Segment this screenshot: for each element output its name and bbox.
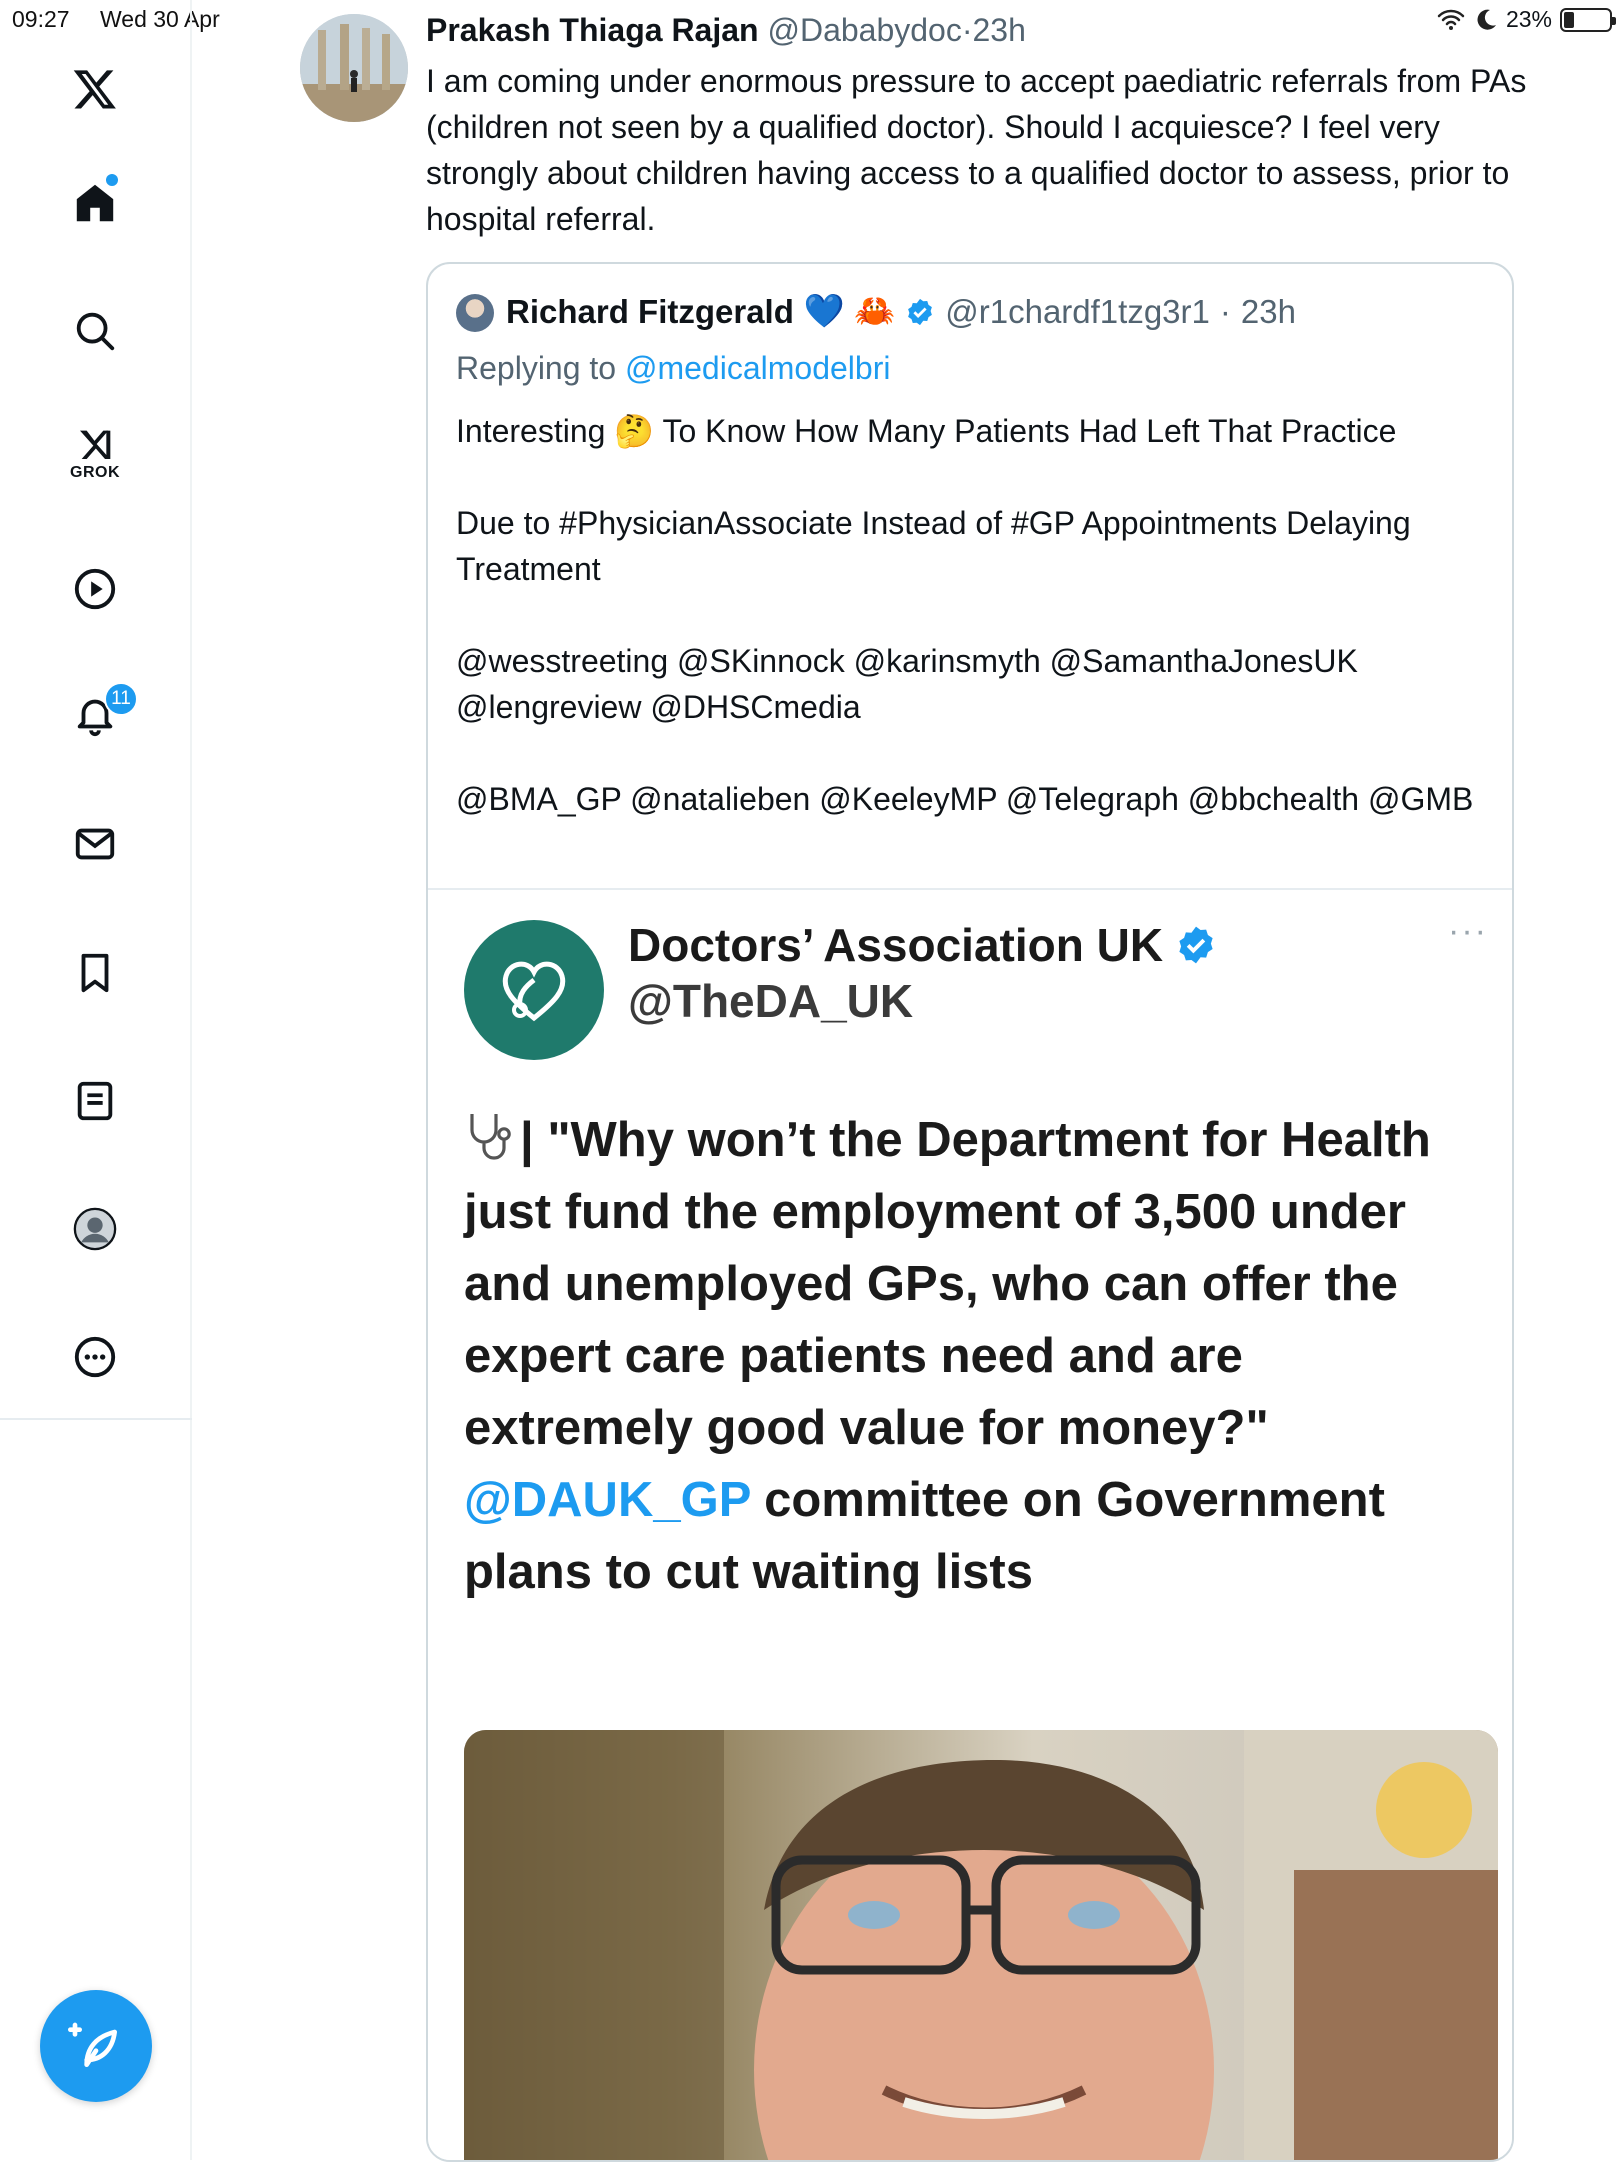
compose-feather-icon bbox=[68, 2018, 124, 2074]
x-logo-icon[interactable] bbox=[66, 60, 124, 118]
search-icon[interactable] bbox=[66, 302, 124, 360]
battery-icon bbox=[1560, 8, 1612, 32]
quoted-tweet-text bbox=[456, 408, 1476, 822]
quoted-paragraph-4: @BMA_GP @natalieben @KeeleyMP @Telegraph @bbchealth @GMB bbox=[456, 781, 1474, 817]
verified-badge-icon bbox=[1175, 924, 1217, 966]
dauk-name-text: Doctors’ Association UK bbox=[628, 919, 1164, 971]
replying-to-label: Replying to bbox=[456, 350, 617, 386]
quoted-paragraph-2: Due to #PhysicianAssociate Instead of #GP Appointments Delaying Treatment bbox=[456, 505, 1411, 587]
lists-icon[interactable] bbox=[66, 1072, 124, 1130]
grok-label: GROK bbox=[70, 464, 120, 481]
quoted-line-1-a: Interesting bbox=[456, 413, 606, 449]
quoted-line-1 bbox=[456, 408, 1476, 454]
messages-envelope-icon[interactable] bbox=[66, 815, 124, 873]
grok-nav-item[interactable] bbox=[66, 424, 124, 482]
quoted-author-name: Richard Fitzgerald bbox=[506, 292, 794, 330]
quoted-author-line: Richard Fitzgerald 💙 🦀 @r1chardf1tzg3r1 · 23h bbox=[506, 292, 1296, 330]
bookmark-icon[interactable] bbox=[66, 944, 124, 1002]
sidebar-divider bbox=[0, 1418, 192, 1420]
replying-to-mention[interactable]: @medicalmodelbri bbox=[624, 350, 891, 386]
avatar-photo bbox=[300, 14, 408, 122]
dauk-quote-text bbox=[464, 1104, 1484, 1608]
dauk-handle: @TheDA_UK bbox=[628, 975, 914, 1027]
quoted-tweet-card[interactable] bbox=[426, 262, 1514, 2162]
profile-avatar-icon[interactable] bbox=[66, 1200, 124, 1258]
quoted-paragraph-3: @wesstreeting @SKinnock @karinsmyth @SamanthaJonesUK @lengreview @DHSCmedia bbox=[456, 643, 1358, 725]
grok-icon bbox=[73, 424, 117, 464]
quote-body: "Why won’t the Department for Health just fund the employment of 3,500 under and unemployed GPs, who can offer the expert care patients need and are extremely good value for money?" bbox=[464, 1113, 1431, 1455]
wifi-icon bbox=[1436, 7, 1466, 33]
tweet-author-line: Prakash Thiaga Rajan @Dababydoc·23h bbox=[426, 12, 1026, 48]
stethoscope-icon bbox=[464, 1110, 520, 1162]
status-date: Wed 30 Apr bbox=[100, 6, 220, 32]
quote-prefix: | bbox=[520, 1113, 548, 1167]
video-play-icon[interactable] bbox=[66, 560, 124, 618]
quoted-time: 23h bbox=[1240, 292, 1296, 330]
quoted-line-1-b: To Know How Many Patients Had Left That Practice bbox=[662, 413, 1397, 449]
tweet-time[interactable]: 23h bbox=[972, 12, 1026, 48]
tweet-author-handle[interactable]: @Dababydoc bbox=[767, 12, 962, 48]
dauk-org-name bbox=[628, 918, 1217, 972]
author-avatar[interactable] bbox=[300, 14, 408, 122]
more-options-icon[interactable] bbox=[66, 1328, 124, 1386]
battery-percent: 23% bbox=[1505, 6, 1552, 32]
tweet-author-name[interactable]: Prakash Thiaga Rajan bbox=[426, 12, 759, 48]
portrait-photo bbox=[464, 1730, 1498, 2162]
status-time: 09:27 bbox=[12, 6, 70, 32]
moon-icon bbox=[1474, 7, 1498, 33]
dauk-logo-icon bbox=[464, 920, 604, 1060]
notifications-count-badge: 11 bbox=[104, 682, 138, 716]
status-indicators bbox=[1436, 6, 1612, 33]
compose-post-button[interactable] bbox=[40, 1990, 152, 2102]
thinking-emoji: 🤔 bbox=[614, 413, 655, 449]
verified-badge-icon bbox=[905, 297, 935, 327]
quote-tail: committee on Government plans to cut waiting lists bbox=[464, 1473, 1385, 1599]
replying-to-line bbox=[456, 350, 890, 387]
attached-image[interactable] bbox=[428, 888, 1512, 2162]
quoted-author-avatar bbox=[456, 294, 494, 332]
home-unread-dot bbox=[106, 174, 118, 186]
image-more-dots: ··· bbox=[1448, 912, 1488, 950]
quoted-author-emojis: 💙 🦀 bbox=[803, 292, 896, 329]
quoted-author-handle: @r1chardf1tzg3r1 bbox=[945, 292, 1210, 330]
dauk-gp-mention: @DAUK_GP bbox=[464, 1473, 751, 1527]
tweet-text: I am coming under enormous pressure to accept paediatric referrals from PAs (children not seen by a qualified doctor). Should I acquiesce? I feel very strongly about children having access to a qualified doctor to assess, prior to hospital referral. bbox=[426, 63, 1527, 237]
